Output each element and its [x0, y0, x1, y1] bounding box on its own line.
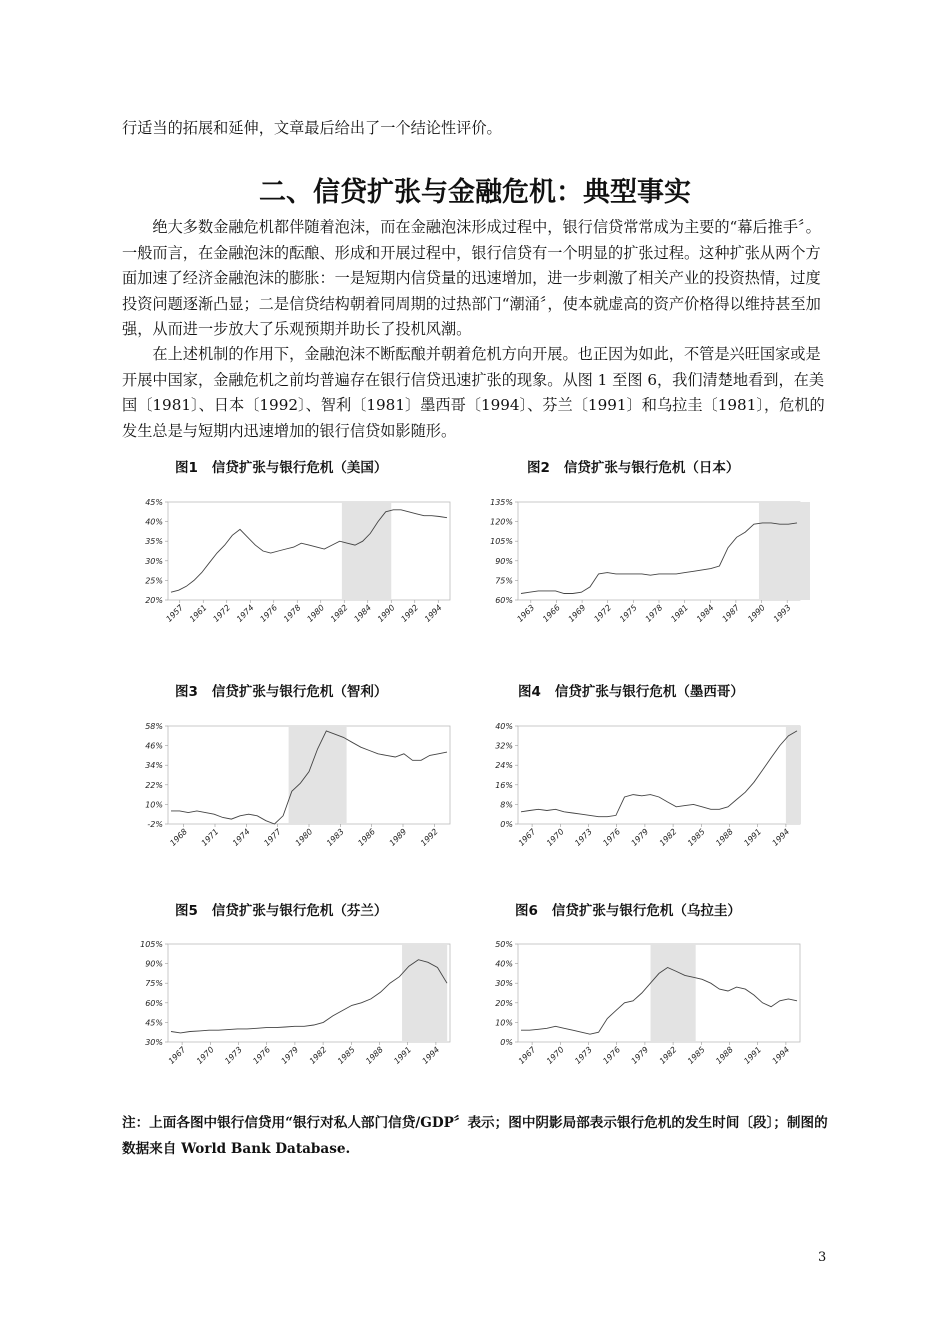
figure-4-chart [480, 718, 810, 878]
y-tick-label: 120% [490, 517, 513, 527]
y-tick-label: 32% [495, 741, 513, 751]
x-tick-label: 1993 [771, 603, 793, 624]
x-tick-label: 1991 [742, 827, 764, 848]
x-tick-label: 1981 [669, 603, 691, 624]
x-tick-label: 1994 [770, 1045, 792, 1066]
x-tick-label: 1979 [279, 1045, 301, 1066]
figure-6-caption [515, 899, 741, 919]
x-tick-label: 1984 [352, 603, 374, 624]
figure-1-chart [130, 494, 460, 654]
plot-area [168, 502, 450, 600]
figure-title: 信贷扩张与银行危机（智利） [211, 684, 388, 700]
x-tick-label: 1988 [714, 1045, 735, 1066]
y-tick-label: 40% [145, 517, 163, 527]
x-tick-label: 1973 [573, 827, 594, 848]
page-number: 3 [818, 1250, 827, 1265]
figure-label: 图3 [175, 684, 198, 700]
chart-svg [130, 494, 460, 654]
figure-title: 信贷扩张与银行危机（墨西哥） [554, 684, 744, 700]
x-tick-label: 1983 [324, 827, 346, 848]
y-tick-label: 60% [145, 998, 163, 1008]
y-tick-label: 50% [495, 940, 513, 949]
x-tick-label: 1969 [566, 603, 588, 624]
chart-svg [130, 718, 460, 878]
figure-4-caption [518, 680, 744, 700]
x-tick-label: 1976 [258, 603, 280, 624]
y-tick-label: 75% [145, 979, 163, 989]
y-tick-label: 0% [500, 1038, 513, 1047]
y-tick-label: 105% [490, 537, 513, 547]
figure-title: 信贷扩张与银行危机（芬兰） [211, 903, 388, 919]
y-tick-label: 10% [495, 1018, 513, 1028]
x-tick-label: 1980 [293, 827, 315, 848]
y-tick-label: 10% [145, 800, 163, 810]
intro-line: 行适当的拓展和延伸，文章最后给出了一个结论性评价。 [122, 119, 502, 137]
figure-label: 图5 [175, 903, 198, 919]
x-tick-label: 1967 [516, 1045, 538, 1066]
x-tick-label: 1982 [307, 1045, 329, 1066]
x-tick-label: 1985 [685, 827, 707, 848]
chart-svg [480, 494, 810, 654]
figure-5-caption [175, 899, 387, 919]
y-tick-label: 22% [145, 780, 163, 790]
crisis-shade [786, 726, 800, 824]
y-tick-label: 60% [495, 596, 513, 605]
paragraph-2: 在上述机制的作用下，金融泡沫不断酝酿并朝着危机方向开展。也正因为如此，不管是兴旺国家或是开展中国家，金融危机之前均普遍存在银行信贷迅速扩张的现象。从图 1 至图 6，我们清楚地看到，在美国〔1981〕、日本〔1992〕、智利〔1981〕墨西哥〔1994〕、芬兰〔1991〕和乌拉圭〔1981〕，危机的发生总是与短期内迅速增加的银行信贷如影随形。 [122, 345, 825, 440]
figure-note: 注：上面各图中银行信贷用“银行对私人部门信贷/GDP〞表示；图中阴影局部表示银行危机的发生时间〔段〕；制图的数据来自 World Bank Database. [122, 1115, 828, 1157]
x-tick-label: 1973 [573, 1045, 594, 1066]
x-tick-label: 1974 [230, 827, 252, 848]
y-tick-label: 90% [495, 556, 513, 566]
x-tick-label: 1994 [420, 1045, 442, 1066]
x-tick-label: 1976 [601, 1045, 623, 1066]
y-tick-label: 24% [495, 761, 513, 771]
crisis-shade [759, 502, 810, 600]
figure-2-caption [527, 456, 739, 476]
y-tick-label: 25% [145, 576, 163, 586]
paragraph-1: 绝大多数金融危机都伴随着泡沫，而在金融泡沫形成过程中，银行信贷常常成为主要的“幕后推手〞。一般而言，在金融泡沫的酝酿、形成和开展过程中，银行信贷有一个明显的扩张过程。这种扩张从两个方面加速了经济金融泡沫的膨胀：一是短期内信贷量的迅速增加，进一步刺激了相关产业的投资热情，过度投资问题逐渐凸显；二是信贷结构朝着同周期的过热部门“潮涌〞，使本就虚高的资产价格得以维持甚至加强，从而进一步放大了乐观预期并助长了投机风潮。 [122, 218, 821, 339]
x-tick-label: 1991 [392, 1045, 414, 1066]
section-title: 二、信贷扩张与金融危机：典型事实 [259, 177, 691, 208]
y-tick-label: 46% [145, 741, 163, 751]
x-tick-label: 1963 [515, 603, 537, 624]
x-tick-label: 1970 [194, 1045, 216, 1066]
x-tick-label: 1970 [544, 827, 566, 848]
x-tick-label: 1975 [618, 603, 639, 624]
y-tick-label: 30% [495, 979, 513, 989]
figure-2-chart [480, 494, 810, 654]
y-tick-label: 20% [145, 596, 163, 605]
plot-area [518, 726, 800, 824]
figure-label: 图6 [515, 903, 538, 919]
x-tick-label: 1985 [685, 1045, 707, 1066]
y-tick-label: 90% [145, 959, 163, 969]
y-tick-label: 45% [145, 1018, 163, 1028]
y-tick-label: 0% [500, 820, 513, 829]
y-tick-label: 40% [495, 959, 513, 969]
x-tick-label: 1967 [166, 1045, 188, 1066]
x-tick-label: 1973 [223, 1045, 244, 1066]
x-tick-label: 1971 [199, 827, 221, 848]
figure-title: 信贷扩张与银行危机（美国） [211, 460, 388, 476]
y-tick-label: 58% [145, 722, 163, 731]
x-tick-label: 1992 [418, 827, 440, 848]
x-tick-label: 1976 [601, 827, 623, 848]
y-tick-label: 40% [495, 722, 513, 731]
crisis-shade [342, 502, 391, 600]
x-tick-label: 1984 [694, 603, 716, 624]
y-tick-label: 45% [145, 498, 163, 507]
x-tick-label: 1994 [422, 603, 444, 624]
y-tick-label: 105% [140, 940, 163, 949]
x-tick-label: 1979 [629, 827, 651, 848]
x-tick-label: 1972 [592, 603, 614, 624]
x-tick-label: 1982 [657, 827, 679, 848]
x-tick-label: 1974 [234, 603, 256, 624]
x-tick-label: 1991 [742, 1045, 764, 1066]
crisis-shade [289, 726, 347, 824]
x-tick-label: 1972 [211, 603, 233, 624]
chart-svg [130, 936, 460, 1096]
y-tick-label: -2% [147, 820, 163, 829]
y-tick-label: 30% [145, 556, 163, 566]
x-tick-label: 1986 [356, 827, 378, 848]
x-tick-label: 1988 [714, 827, 735, 848]
y-tick-label: 8% [500, 800, 513, 810]
x-tick-label: 1961 [187, 603, 209, 624]
x-tick-label: 1976 [251, 1045, 273, 1066]
x-tick-label: 1988 [364, 1045, 385, 1066]
x-tick-label: 1982 [657, 1045, 679, 1066]
x-tick-label: 1980 [305, 603, 327, 624]
figure-3-chart [130, 718, 460, 878]
crisis-shade [402, 944, 447, 1042]
x-tick-label: 1979 [629, 1045, 651, 1066]
figure-label: 图1 [175, 460, 198, 476]
figure-label: 图2 [527, 460, 550, 476]
y-tick-label: 34% [145, 761, 163, 771]
chart-svg [480, 718, 810, 878]
figure-1-caption [175, 456, 387, 476]
x-tick-label: 1970 [544, 1045, 566, 1066]
x-tick-label: 1977 [262, 827, 284, 848]
x-tick-label: 1978 [281, 603, 303, 624]
plot-area [518, 502, 800, 600]
y-tick-label: 20% [495, 998, 513, 1008]
y-tick-label: 30% [145, 1038, 163, 1047]
x-tick-label: 1978 [643, 603, 665, 624]
x-tick-label: 1968 [168, 827, 190, 848]
x-tick-label: 1992 [399, 603, 421, 624]
figure-6-chart [480, 936, 810, 1096]
y-tick-label: 75% [495, 576, 513, 586]
figure-title: 信贷扩张与银行危机（乌拉圭） [551, 903, 741, 919]
x-tick-label: 1989 [387, 827, 409, 848]
x-tick-label: 1985 [335, 1045, 357, 1066]
chart-svg [480, 936, 810, 1096]
x-tick-label: 1994 [770, 827, 792, 848]
y-tick-label: 135% [490, 498, 513, 507]
figure-label: 图4 [518, 684, 541, 700]
x-tick-label: 1987 [720, 603, 742, 624]
x-tick-label: 1990 [746, 603, 767, 624]
crisis-shade [651, 944, 696, 1042]
y-tick-label: 16% [495, 780, 513, 790]
y-tick-label: 35% [145, 537, 163, 547]
figure-3-caption [175, 680, 387, 700]
x-tick-label: 1966 [541, 603, 562, 624]
x-tick-label: 1967 [516, 827, 538, 848]
x-tick-label: 1982 [328, 603, 350, 624]
figure-5-chart [130, 936, 460, 1096]
figure-title: 信贷扩张与银行危机（日本） [563, 460, 740, 476]
x-tick-label: 1990 [375, 603, 397, 624]
x-tick-label: 1957 [164, 603, 186, 624]
